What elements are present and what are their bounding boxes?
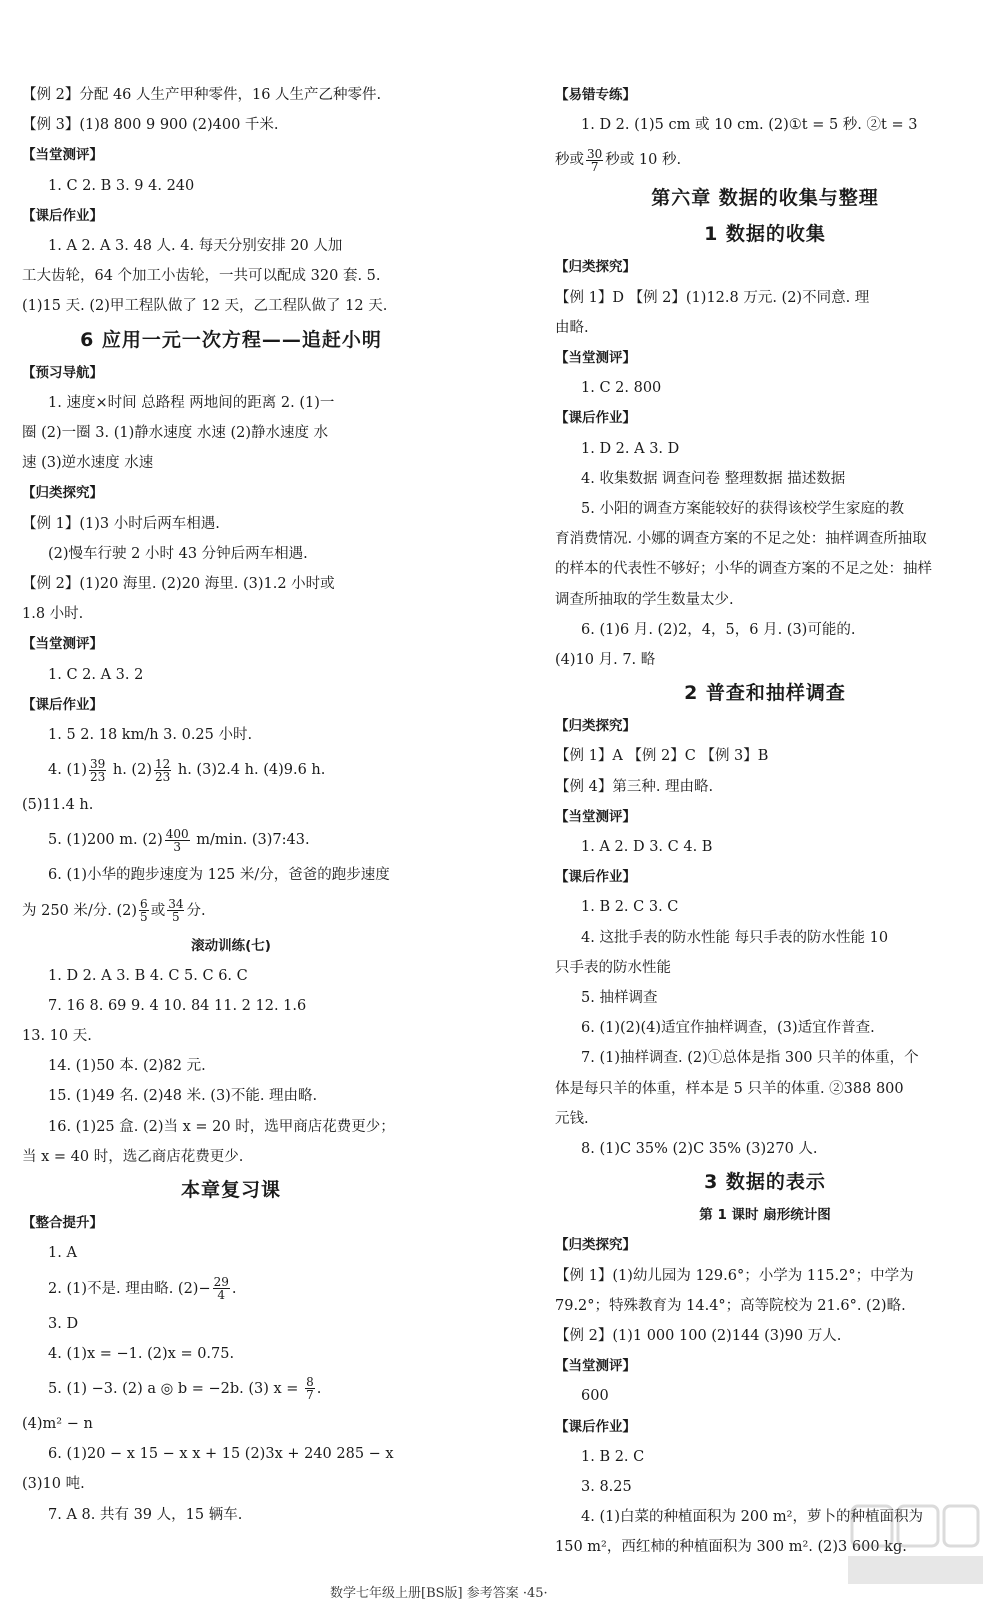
fraction-numerator: 12 bbox=[154, 756, 171, 771]
answer-line: (5)11.4 h. bbox=[22, 797, 94, 814]
text-run: 秒或 10 秒. bbox=[605, 152, 682, 169]
answer-line: 4. 收集数据 调查问卷 整理数据 描述数据 bbox=[581, 470, 846, 487]
answer-line: 7. 16 8. 69 9. 4 10. 84 11. 2 12. 1.6 bbox=[48, 997, 307, 1014]
watermark-logo bbox=[848, 1500, 983, 1590]
fraction-denominator: 7 bbox=[306, 1388, 314, 1403]
answer-line bbox=[22, 820, 440, 860]
text-run: . bbox=[231, 1280, 237, 1297]
answer-line: 6. (1)小华的跑步速度为 125 米/分，爸爸的跑步速度 bbox=[48, 867, 390, 884]
fraction-denominator: 5 bbox=[172, 910, 180, 925]
section-heading: 3 数据的表示 bbox=[704, 1171, 826, 1194]
subsection-heading: 滚动训练(七) bbox=[191, 937, 271, 954]
section-heading: 2 普查和抽样调查 bbox=[684, 682, 846, 705]
fraction-numerator: 29 bbox=[213, 1275, 229, 1289]
text-run: . bbox=[316, 1380, 322, 1397]
text-run: h. (2) bbox=[108, 762, 152, 779]
text-run: h. (3)2.4 h. (4)9.6 h. bbox=[173, 762, 326, 779]
text-run: 秒或 bbox=[555, 152, 584, 169]
section-tag: 【易错专练】 bbox=[555, 87, 636, 103]
answer-line: 6. (1)6 月. (2)2，4，5，6 月. (3)可能的. bbox=[581, 621, 856, 638]
text-run: 2. (1)不是. 理由略. (2)− bbox=[48, 1280, 211, 1297]
answer-line: 7. (1)抽样调查. (2)①总体是指 300 只羊的体重，个 bbox=[581, 1050, 919, 1067]
answer-line: 速 (3)逆水速度 水速 bbox=[22, 455, 154, 472]
answer-line: 13. 10 天. bbox=[22, 1028, 92, 1045]
answer-line: 3. D bbox=[48, 1315, 79, 1332]
text-run: 5. (1) −3. (2) a ◎ b = −2b. (3) x = bbox=[48, 1380, 304, 1397]
fraction bbox=[165, 828, 190, 853]
fraction-denominator: 7 bbox=[590, 159, 599, 174]
answer-line: 1. B 2. C bbox=[581, 1448, 645, 1465]
left-column bbox=[22, 80, 440, 1530]
answer-line: (2)慢车行驶 2 小时 43 分钟后两车相遇. bbox=[48, 545, 308, 562]
text-run: 5. (1)200 m. (2) bbox=[48, 832, 163, 849]
answer-line: 育消费情况. 小娜的调查方案的不足之处：抽样调查所抽取 bbox=[555, 531, 927, 548]
section-tag: 【当堂测评】 bbox=[555, 1358, 636, 1375]
answer-line: 【例 2】分配 46 人生产甲种零件，16 人生产乙种零件. bbox=[22, 87, 382, 103]
answer-line: (3)10 吨. bbox=[22, 1476, 85, 1493]
section-heading: 1 数据的收集 bbox=[704, 223, 826, 246]
answer-line: (4)m² − n bbox=[22, 1415, 93, 1432]
answer-line: (1)15 天. (2)甲工程队做了 12 天，乙工程队做了 12 天. bbox=[22, 298, 388, 315]
section-tag: 【当堂测评】 bbox=[555, 350, 636, 367]
answer-line: 1.8 小时. bbox=[22, 606, 84, 623]
section-tag: 【课后作业】 bbox=[555, 410, 636, 427]
answer-line: 工大齿轮，64 个加工小齿轮，一共可以配成 320 套. 5. bbox=[22, 268, 381, 285]
answer-line: 元钱. bbox=[555, 1110, 589, 1127]
answer-line: 【例 1】A 【例 2】C 【例 3】B bbox=[555, 748, 769, 765]
section-tag: 【归类探究】 bbox=[555, 718, 636, 735]
text-run: 或 bbox=[150, 902, 166, 919]
fraction-denominator: 23 bbox=[89, 769, 106, 784]
answer-line: 圈 (2)一圈 3. (1)静水速度 水速 (2)静水速度 水 bbox=[22, 425, 329, 442]
section-tag: 【归类探究】 bbox=[555, 1237, 636, 1254]
answer-line: 体是每只羊的体重，样本是 5 只羊的体重. ②388 800 bbox=[555, 1080, 904, 1097]
answer-line: 1. A 2. A 3. 48 人. 4. 每天分别安排 20 人加 bbox=[48, 238, 343, 255]
section-tag: 【当堂测评】 bbox=[22, 636, 103, 653]
fraction-denominator: 4 bbox=[217, 1288, 226, 1302]
fraction-numerator: 34 bbox=[168, 897, 184, 912]
section-tag: 【整合提升】 bbox=[22, 1215, 103, 1232]
answer-line: 【例 2】(1)20 海里. (2)20 海里. (3)1.2 小时或 bbox=[22, 576, 335, 593]
answer-line: 只手表的防水性能 bbox=[555, 959, 671, 976]
fraction bbox=[586, 148, 603, 173]
section-tag: 【归类探究】 bbox=[22, 485, 103, 502]
answer-line: 4. (1)x = −1. (2)x = 0.75. bbox=[48, 1345, 235, 1362]
answer-line: 15. (1)49 名. (2)48 米. (3)不能. 理由略. bbox=[48, 1088, 318, 1105]
fraction bbox=[154, 758, 171, 783]
answer-line: 14. (1)50 本. (2)82 元. bbox=[48, 1058, 206, 1075]
page-footer: 数学七年级上册[BS版] 参考答案 ·45· bbox=[330, 1586, 548, 1601]
answer-line: 1. 速度×时间 总路程 两地间的距离 2. (1)一 bbox=[48, 394, 335, 411]
fraction-numerator: 6 bbox=[140, 897, 148, 912]
answer-line: 的样本的代表性不够好；小华的调查方案的不足之处：抽样 bbox=[555, 561, 932, 578]
answer-line: 6. (1)(2)(4)适宜作抽样调查，(3)适宜作普查. bbox=[581, 1020, 875, 1037]
answer-line: 5. 抽样调查 bbox=[581, 990, 658, 1007]
answer-line: 1. A 2. D 3. C 4. B bbox=[581, 839, 713, 856]
section-tag: 【归类探究】 bbox=[555, 259, 636, 276]
fraction bbox=[167, 898, 184, 923]
answer-line: 6. (1)20 − x 15 − x x + 15 (2)3x + 240 285 − x bbox=[48, 1446, 394, 1463]
answer-line: 【例 3】(1)8 800 9 900 (2)400 千米. bbox=[22, 117, 279, 134]
answer-line: 3. 8.25 bbox=[581, 1478, 632, 1495]
section-tag: 【课后作业】 bbox=[22, 696, 103, 713]
fraction-numerator: 39 bbox=[89, 756, 106, 771]
answer-line: 1. C 2. B 3. 9 4. 240 bbox=[48, 177, 195, 194]
section-tag: 【课后作业】 bbox=[555, 869, 636, 886]
answer-line: 150 m²，西红柿的种植面积为 300 m². (2)3 600 kg. bbox=[555, 1539, 907, 1556]
text-run: 4. (1) bbox=[48, 762, 87, 779]
answer-line: 5. 小阳的调查方案能较好的获得该校学生家庭的教 bbox=[581, 501, 904, 518]
fraction bbox=[213, 1276, 230, 1301]
answer-line: (4)10 月. 7. 略 bbox=[555, 652, 656, 669]
section-tag: 【当堂测评】 bbox=[555, 808, 636, 825]
answer-line: 1. 5 2. 18 km/h 3. 0.25 小时. bbox=[48, 727, 253, 744]
fraction bbox=[89, 758, 106, 783]
answer-line: 8. (1)C 35% (2)C 35% (3)270 人. bbox=[581, 1141, 818, 1158]
fraction-numerator: 30 bbox=[587, 146, 603, 161]
answer-line: 1. C 2. A 3. 2 bbox=[48, 666, 144, 683]
answer-line: 1. B 2. C 3. C bbox=[581, 899, 679, 916]
fraction-denominator: 5 bbox=[140, 910, 148, 925]
answer-line: 【例 1】(1)幼儿园为 129.6°；小学为 115.2°；中学为 bbox=[555, 1267, 914, 1284]
answer-line: 7. A 8. 共有 39 人，15 辆车. bbox=[48, 1506, 243, 1523]
answer-line: 1. D 2. A 3. B 4. C 5. C 6. C bbox=[48, 967, 248, 984]
section-tag: 【课后作业】 bbox=[22, 207, 103, 224]
section-tag: 【当堂测评】 bbox=[22, 147, 103, 164]
text-run: 为 250 米/分. (2) bbox=[22, 902, 138, 919]
text-run: 分. bbox=[186, 902, 206, 919]
section-heading: 本章复习课 bbox=[180, 1179, 281, 1202]
right-column bbox=[555, 80, 975, 1563]
answer-line: 16. (1)25 盒. (2)当 x = 20 时，选甲商店花费更少； bbox=[48, 1118, 395, 1135]
answer-line bbox=[22, 750, 440, 790]
answer-line: 4. (1)白菜的种植面积为 200 m²，萝卜的种植面积为 bbox=[581, 1509, 923, 1526]
answer-line bbox=[22, 1269, 440, 1309]
answer-line: 【例 1】D 【例 2】(1)12.8 万元. (2)不同意. 理 bbox=[555, 289, 870, 306]
answer-line: 600 bbox=[581, 1388, 609, 1405]
answer-line: 79.2°；特殊教育为 14.4°；高等院校为 21.6°. (2)略. bbox=[555, 1297, 906, 1314]
fraction-denominator: 23 bbox=[154, 769, 171, 784]
fraction-numerator: 8 bbox=[306, 1375, 314, 1390]
answer-line: 1. C 2. 800 bbox=[581, 380, 662, 397]
answer-line: 【例 1】(1)3 小时后两车相遇. bbox=[22, 515, 220, 532]
section-tag: 【课后作业】 bbox=[555, 1418, 636, 1435]
section-heading: 第六章 数据的收集与整理 bbox=[651, 187, 879, 210]
answer-line: 当 x = 40 时，选乙商店花费更少. bbox=[22, 1148, 244, 1165]
fraction-numerator: 400 bbox=[165, 826, 189, 841]
answer-line: 【例 2】(1)1 000 100 (2)144 (3)90 万人. bbox=[555, 1327, 842, 1344]
fraction-denominator: 3 bbox=[173, 839, 182, 854]
answer-line: 调查所抽取的学生数量太少. bbox=[555, 591, 734, 608]
answer-line: 【例 4】第三种. 理由略. bbox=[555, 778, 714, 795]
answer-line: 1. D 2. A 3. D bbox=[581, 440, 680, 457]
answer-line: 由略. bbox=[555, 319, 589, 336]
answer-line bbox=[555, 140, 975, 180]
subsection-heading: 第 1 课时 扇形统计图 bbox=[699, 1207, 831, 1224]
answer-line: 1. A bbox=[48, 1245, 77, 1262]
fraction bbox=[305, 1376, 315, 1401]
answer-line: 4. 这批手表的防水性能 每只手表的防水性能 10 bbox=[581, 929, 889, 946]
section-tag: 【预习导航】 bbox=[22, 364, 103, 381]
answer-line bbox=[22, 891, 440, 931]
text-run: m/min. (3)7:43. bbox=[191, 832, 310, 849]
answer-line bbox=[22, 1369, 440, 1409]
fraction bbox=[139, 898, 149, 923]
answer-line: 1. D 2. (1)5 cm 或 10 cm. (2)①t = 5 秒. ②t = 3 bbox=[581, 117, 918, 134]
section-heading: 6 应用一元一次方程——追赶小明 bbox=[80, 328, 382, 351]
